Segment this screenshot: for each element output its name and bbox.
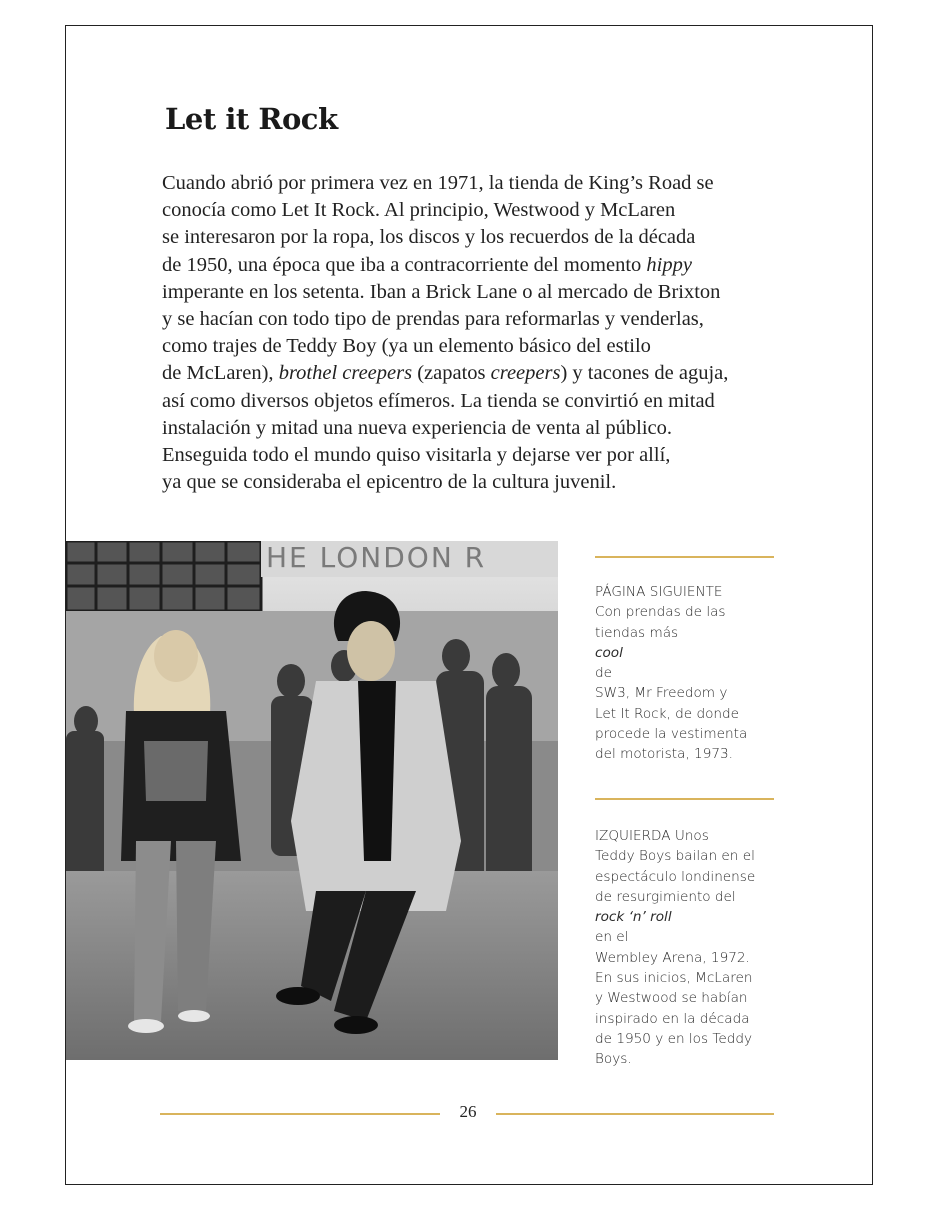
body-line: y se hacían con todo tipo de prendas para reformarlas y venderlas, xyxy=(162,308,704,331)
caption-line: Wembley Arena, 1972. xyxy=(595,949,750,966)
caption-line: En sus inicios, McLaren xyxy=(595,970,753,987)
italic-term: hippy xyxy=(646,253,692,276)
caption-line: tiendas más cool de xyxy=(595,624,679,682)
caption-line: Boys. xyxy=(595,1051,632,1068)
body-line: de 1950, una época que iba a contracorriente del momento hippy xyxy=(162,253,692,276)
body-line: como trajes de Teddy Boy (ya un elemento básico del estilo xyxy=(162,335,651,358)
caption-line: SW3, Mr Freedom y xyxy=(595,685,728,702)
caption-middle-rule xyxy=(595,798,774,800)
italic-term: creepers xyxy=(490,362,561,385)
caption-left-photo xyxy=(595,826,785,1070)
caption-line: Con prendas de las xyxy=(595,604,726,621)
london-sign-text: HE LONDON R xyxy=(266,541,487,574)
article-title: Let it Rock xyxy=(165,102,338,136)
caption-next-page xyxy=(595,582,785,765)
body-line: Enseguida todo el mundo quiso visitarla y dejarse ver por allí, xyxy=(162,444,671,467)
caption-line: rock ‘n’ roll en el xyxy=(595,909,672,946)
italic-term: brothel creepers xyxy=(278,362,413,385)
body-line: instalación y mitad una nueva experiencia de venta al público. xyxy=(162,416,673,439)
footer-rule-left xyxy=(160,1113,440,1115)
body-line: de McLaren), brothel creepers (zapatos creepers) y tacones de aguja, xyxy=(162,362,729,385)
body-line: ya que se consideraba el epicentro de la cultura juvenil. xyxy=(162,471,617,494)
body-line: se interesaron por la ropa, los discos y los recuerdos de la década xyxy=(162,226,696,249)
caption-line: espectáculo londinense xyxy=(595,868,756,885)
body-line: conocía como Let It Rock. Al principio, Westwood y McLaren xyxy=(162,199,676,222)
body-line: así como diversos objetos efímeros. La tienda se convirtió en mitad xyxy=(162,389,715,412)
caption-line: Let It Rock, de donde xyxy=(595,705,740,722)
caption-top-rule xyxy=(595,556,774,558)
footer-rule-right xyxy=(496,1113,774,1115)
body-line: Cuando abrió por primera vez en 1971, la tienda de King’s Road se xyxy=(162,172,714,194)
caption-line: PÁGINA SIGUIENTE xyxy=(595,584,723,600)
caption-line: y Westwood se habían xyxy=(595,990,748,1007)
caption-line: Teddy Boys bailan en el xyxy=(595,848,755,865)
body-line: imperante en los setenta. Iban a Brick Lane o al mercado de Brixton xyxy=(162,280,721,303)
article-body xyxy=(162,170,782,496)
teddy-boys-dancing-photo xyxy=(66,541,558,1060)
page-number: 26 xyxy=(459,1102,477,1121)
caption-line: del motorista, 1973. xyxy=(595,746,733,763)
caption-line: IZQUIERDA Unos xyxy=(595,828,709,844)
caption-line: de resurgimiento del xyxy=(595,888,736,905)
caption-line: procede la vestimenta xyxy=(595,726,748,743)
caption-line: de 1950 y en los Teddy xyxy=(595,1030,753,1047)
caption-line: inspirado en la década xyxy=(595,1010,750,1027)
